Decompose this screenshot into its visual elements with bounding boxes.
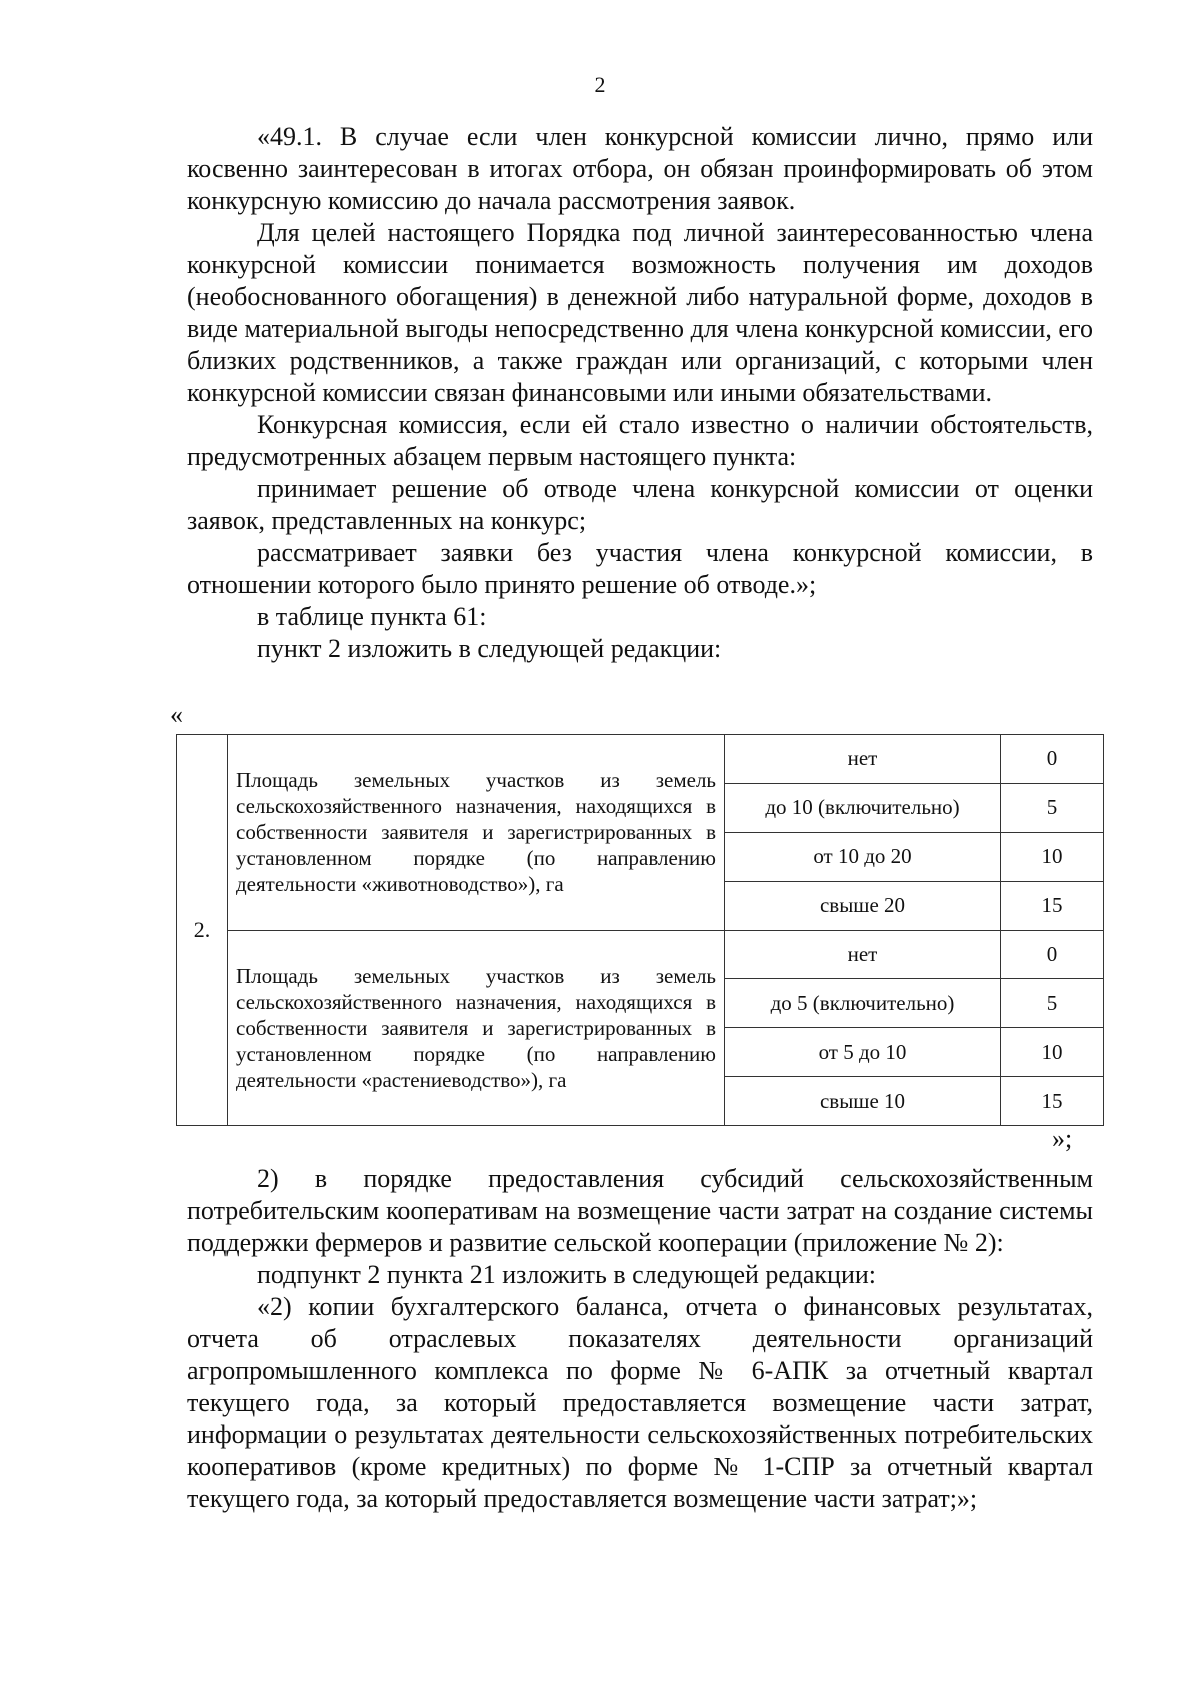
table-row — [177, 930, 1104, 979]
row-number: 2. — [177, 735, 228, 1126]
range-cell: свыше 10 — [725, 1077, 1001, 1126]
range-cell: нет — [725, 735, 1001, 784]
paragraph: Конкурсная комиссия, если ей стало известно о наличии обстоятельств, предусмотренных абзацем первым настоящего пункта: — [187, 410, 1093, 471]
score-cell: 5 — [1001, 979, 1104, 1028]
paragraph: 2) в порядке предоставления субсидий сельскохозяйственным потребительским кооперативам на возмещение части затрат на создание системы поддержки фермеров и развитие сельской кооперации (приложение № 2): — [187, 1164, 1093, 1257]
score-cell: 0 — [1001, 930, 1104, 979]
table-row — [177, 735, 1104, 784]
criteria-table — [176, 734, 1104, 1126]
range-cell: нет — [725, 930, 1001, 979]
range-cell: до 10 (включительно) — [725, 783, 1001, 832]
paragraph: «2) копии бухгалтерского баланса, отчета о финансовых результатах, отчета об отраслевых показателях деятельности организаций агропромышленного комплекса по форме № 6-АПК за отчетный квартал текущего года, за который предоставляется возмещение части затрат, информации о результатах деятельности сельскохозяйственных потребительских кооперативов (кроме кредитных) по форме № 1-СПР за отчетный квартал текущего года, за который предоставляется возмещение части затрат;»; — [187, 1292, 1093, 1513]
table-quote-open: « — [170, 700, 183, 729]
criterion-description: Площадь земельных участков из земель сельскохозяйственного назначения, находящихся в собственности заявителя и зарегистрированных в установленном порядке (по направлению деятельности «растениеводство»), га — [228, 930, 725, 1126]
range-cell: свыше 20 — [725, 881, 1001, 930]
range-cell: от 10 до 20 — [725, 832, 1001, 881]
score-cell: 0 — [1001, 735, 1104, 784]
score-cell: 10 — [1001, 1028, 1104, 1077]
score-cell: 15 — [1001, 1077, 1104, 1126]
range-cell: от 5 до 10 — [725, 1028, 1001, 1077]
paragraph: принимает решение об отводе члена конкурсной комиссии от оценки заявок, представленных на конкурс; — [187, 474, 1093, 535]
score-cell: 5 — [1001, 783, 1104, 832]
criterion-description: Площадь земельных участков из земель сельскохозяйственного назначения, находящихся в собственности заявителя и зарегистрированных в установленном порядке (по направлению деятельности «животноводство»), га — [228, 735, 725, 931]
paragraph: Для целей настоящего Порядка под личной заинтересованностью члена конкурсной комиссии понимается возможность получения им доходов (необоснованного обогащения) в денежной либо натуральной форме, доходов в виде материальной выгоды непосредственно для члена конкурсной комиссии, его близких родственников, а также граждан или организаций, с которыми член конкурсной комиссии связан финансовыми или иными обязательствами. — [187, 218, 1093, 407]
body-text-bottom — [187, 1163, 1093, 1515]
paragraph: «49.1. В случае если член конкурсной комиссии лично, прямо или косвенно заинтересован в итогах отбора, он обязан проинформировать об этом конкурсную комиссию до начала рассмотрения заявок. — [187, 122, 1093, 215]
table-quote-close: »; — [1052, 1124, 1073, 1153]
paragraph: в таблице пункта 61: — [257, 602, 487, 631]
score-cell: 15 — [1001, 881, 1104, 930]
paragraph: рассматривает заявки без участия члена конкурсной комиссии, в отношении которого было принято решение об отводе.»; — [187, 538, 1093, 599]
range-cell: до 5 (включительно) — [725, 979, 1001, 1028]
page-number: 2 — [594, 72, 606, 97]
score-cell: 10 — [1001, 832, 1104, 881]
body-text-top — [187, 121, 1093, 665]
paragraph: пункт 2 изложить в следующей редакции: — [257, 634, 722, 663]
paragraph: подпункт 2 пункта 21 изложить в следующей редакции: — [257, 1260, 876, 1289]
